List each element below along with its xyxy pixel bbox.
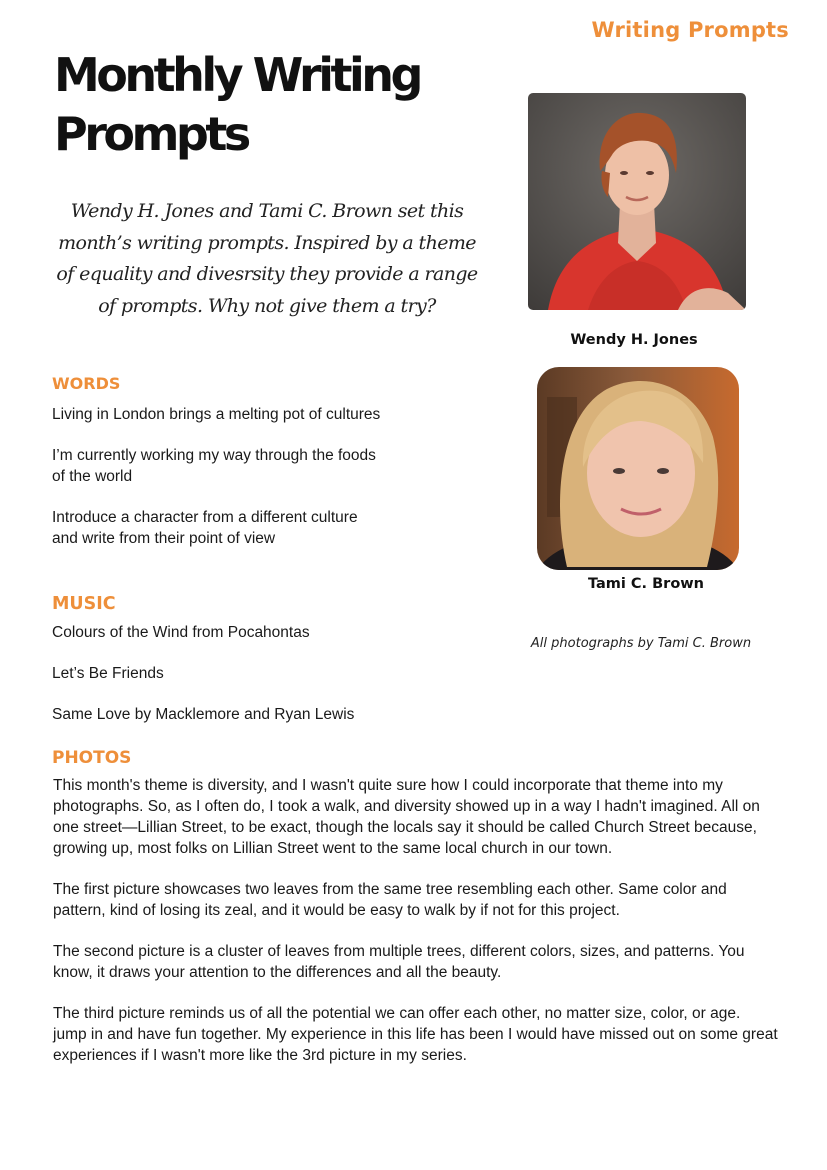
photos-body — [53, 775, 778, 1086]
photos-paragraph: The second picture is a cluster of leaves from multiple trees, different colors, sizes, and patterns. You know, it draws your attention to the differences and all the beauty. — [53, 943, 745, 981]
tami-caption: Tami C. Brown — [587, 576, 704, 592]
words-heading: WORDS — [52, 374, 121, 393]
photo-credit: All photographs by Tami C. Brown — [530, 636, 752, 651]
words-item: Introduce a character from a different culture and write from their point of view — [52, 509, 358, 547]
tami-portrait-photo — [537, 367, 739, 570]
words-item: Living in London brings a melting pot of cultures — [52, 406, 381, 423]
words-item: I’m currently working my way through the foods of the world — [52, 447, 376, 485]
music-list — [52, 622, 382, 745]
music-item: Colours of the Wind from Pocahontas — [52, 624, 310, 641]
wendy-caption: Wendy H. Jones — [570, 332, 698, 348]
page-title: Monthly Writing Prompts — [54, 48, 420, 161]
music-item: Let’s Be Friends — [52, 665, 164, 682]
wendy-portrait-photo — [528, 93, 746, 310]
photos-paragraph: The third picture reminds us of all the potential we can offer each other, no matter size, color, or age. jump in and have fun together. My experience in this life has been I would have missed out on some great experiences if I wasn't more like the 3rd picture in my series. — [53, 1005, 778, 1064]
photos-paragraph: This month's theme is diversity, and I wasn't quite sure how I could incorporate that theme into my photographs. So, as I often do, I took a walk, and diversity showed up in a way I hadn't imagined. All on one street—Lillian Street, to be exact, though the locals say it should be called Church Street because, growing up, most folks on Lillian Street went to the same local church in our town. — [53, 777, 760, 857]
photos-paragraph: The first picture showcases two leaves from the same tree resembling each other. Same color and pattern, kind of losing its zeal, and it would be easy to walk by if not for this project. — [53, 881, 727, 919]
words-list — [52, 404, 382, 569]
section-tag: Writing Prompts — [591, 18, 789, 42]
intro-text: Wendy H. Jones and Tami C. Brown set this month’s writing prompts. Inspired by a theme of equality and divesrsity they provide a range of prompts. Why not give them a try? — [56, 200, 478, 317]
music-item: Same Love by Macklemore and Ryan Lewis — [52, 706, 355, 723]
photos-heading: PHOTOS — [52, 748, 132, 768]
music-heading: MUSIC — [52, 594, 116, 614]
